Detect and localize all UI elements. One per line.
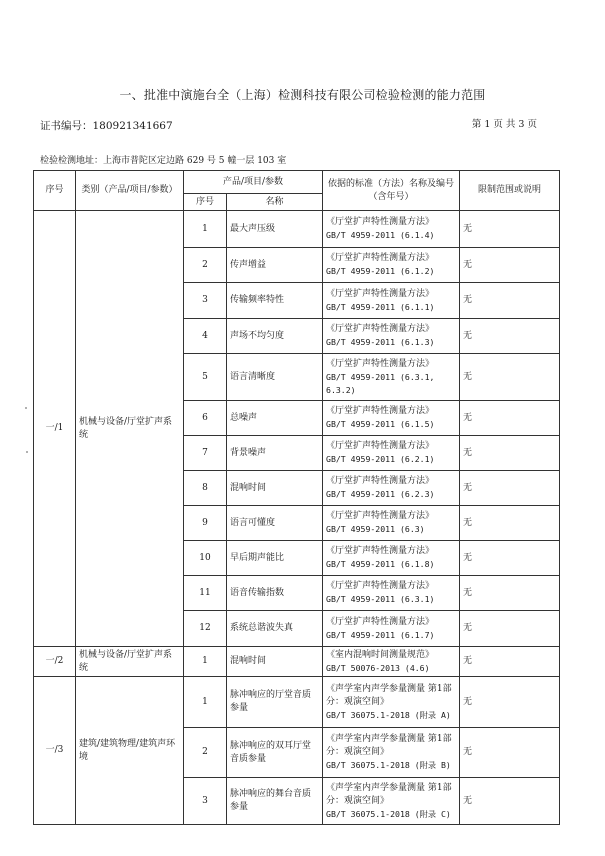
standard-title: 《厅堂扩声特性测量方法》: [326, 616, 435, 627]
page-indicator: 第 1 页 共 3 页: [471, 119, 537, 130]
item-standard: [323, 211, 460, 248]
standard-code: GB/T 50076-2013 (4.6): [326, 662, 430, 673]
item-no: 6: [184, 401, 227, 436]
standard-code: GB/T 4959-2011 (6.1.1): [326, 301, 435, 312]
scan-speck: [25, 407, 27, 409]
item-name: 脉冲响应的双耳厅堂音质参量: [227, 728, 323, 778]
standard-code: GB/T 4959-2011 (6.1.4): [326, 230, 435, 240]
item-limit: 无: [460, 677, 560, 728]
standard-code: GB/T 4959-2011 (6.3.1,: [326, 371, 435, 382]
item-limit: 无: [460, 506, 560, 541]
standard-title: 《厅堂扩声特性测量方法》: [326, 406, 435, 416]
group-category: 机械与设备/厅堂扩声系统: [76, 211, 184, 647]
item-limit: 无: [460, 436, 560, 471]
item-standard: [323, 576, 460, 611]
header-seq: 序号: [34, 171, 76, 211]
item-name: 系统总谐波失真: [227, 611, 323, 647]
standard-code: GB/T 4959-2011 (6.3.1): [326, 594, 435, 604]
item-limit: 无: [460, 248, 560, 283]
item-name: 混响时间: [227, 471, 323, 506]
standard-title: 《厅堂扩声特性测量方法》: [326, 324, 435, 334]
item-name: 脉冲响应的厅堂音质参量: [227, 677, 323, 728]
certificate-number: 证书编号：180921341667: [40, 120, 173, 132]
standard-title: 《厅堂扩声特性测量方法》: [326, 253, 435, 263]
item-name: 语音传输指数: [227, 576, 323, 611]
item-no: 2: [184, 728, 227, 778]
group-category: 机械与设备/厅堂扩声系统: [76, 647, 184, 677]
item-standard: [323, 354, 460, 401]
item-name: 脉冲响应的舞台音质参量: [227, 778, 323, 825]
item-standard: [323, 778, 460, 825]
header-category: 类别（产品/项目/参数）: [76, 171, 184, 211]
page-title: 一、批准中演施台全（上海）检测科技有限公司检验检测的能力范围: [119, 88, 486, 102]
item-limit: 无: [460, 471, 560, 506]
item-no: 1: [184, 211, 227, 248]
item-standard: [323, 319, 460, 354]
table-row: [34, 677, 560, 728]
standard-title: 《声学室内声学参量测量 第1部分：观演空间》: [326, 782, 452, 806]
item-standard: [323, 436, 460, 471]
item-limit: 无: [460, 778, 560, 825]
item-name: 最大声压级: [227, 211, 323, 248]
item-limit: 无: [460, 319, 560, 354]
item-standard: [323, 283, 460, 319]
item-standard: [323, 541, 460, 576]
item-limit: 无: [460, 401, 560, 436]
item-no: 3: [184, 283, 227, 319]
item-no: 7: [184, 436, 227, 471]
standard-code: GB/T 4959-2011 (6.2.1): [326, 454, 435, 464]
inspection-address: 检验检测地址：上海市普陀区定边路 629 号 5 幢一层 103 室: [40, 156, 287, 166]
item-no: 8: [184, 471, 227, 506]
item-name: 传声增益: [227, 248, 323, 283]
item-standard: [323, 471, 460, 506]
header-sub-seq: 序号: [184, 194, 227, 211]
item-name: 总噪声: [227, 401, 323, 436]
item-limit: 无: [460, 728, 560, 778]
standard-code: GB/T 36075.1-2018 (附录 A): [326, 709, 451, 720]
item-limit: 无: [460, 354, 560, 401]
item-limit: 无: [460, 211, 560, 248]
item-no: 2: [184, 248, 227, 283]
standard-title: 《厅堂扩声特性测量方法》: [326, 358, 435, 369]
group-seq: 一/2: [34, 647, 76, 677]
standard-code: GB/T 4959-2011 (6.1.3): [326, 337, 435, 347]
standard-code: GB/T 4959-2011 (6.1.7): [326, 629, 435, 640]
standard-code: GB/T 36075.1-2018 (附录 B): [326, 760, 451, 770]
item-standard: [323, 248, 460, 283]
standard-title: 《厅堂扩声特性测量方法》: [326, 546, 435, 556]
item-no: 4: [184, 319, 227, 354]
item-name: 早后期声能比: [227, 541, 323, 576]
table-row: [34, 211, 560, 248]
standard-title: 《声学室内声学参量测量 第1部分：观演空间》: [326, 683, 452, 707]
group-category: 建筑/建筑物理/建筑声环境: [76, 677, 184, 825]
item-name: 传输频率特性: [227, 283, 323, 319]
item-standard: [323, 506, 460, 541]
item-standard: [323, 677, 460, 728]
standard-code: GB/T 4959-2011 (6.1.8): [326, 559, 435, 569]
item-standard: [323, 401, 460, 436]
item-standard: [323, 611, 460, 647]
group-seq: 一/3: [34, 677, 76, 825]
standard-title: 《厅堂扩声特性测量方法》: [326, 441, 435, 451]
standard-code: GB/T 4959-2011 (6.1.5): [326, 419, 435, 429]
scan-speck: [26, 451, 28, 453]
item-limit: 无: [460, 647, 560, 677]
capability-table: [33, 170, 560, 825]
standard-code: GB/T 4959-2011 (6.1.2): [326, 266, 435, 276]
table-row: [34, 647, 560, 677]
standard-title: 《厅堂扩声特性测量方法》: [326, 217, 435, 227]
item-no: 1: [184, 647, 227, 677]
item-limit: 无: [460, 541, 560, 576]
item-name: 混响时间: [227, 647, 323, 677]
item-no: 10: [184, 541, 227, 576]
standard-title: 《厅堂扩声特性测量方法》: [326, 581, 435, 591]
standard-title: 《厅堂扩声特性测量方法》: [326, 511, 435, 521]
header-standard: 依据的标准（方法）名称及编号（含年号）: [323, 171, 460, 211]
standard-title: 《室内混响时间测量规范》: [326, 649, 435, 660]
item-limit: 无: [460, 576, 560, 611]
standard-title: 《厅堂扩声特性测量方法》: [326, 476, 435, 486]
item-name: 语言可懂度: [227, 506, 323, 541]
standard-code: GB/T 36075.1-2018 (附录 C): [326, 808, 451, 819]
item-standard: [323, 728, 460, 778]
item-name: 声场不均匀度: [227, 319, 323, 354]
item-limit: 无: [460, 611, 560, 647]
item-no: 3: [184, 778, 227, 825]
item-limit: 无: [460, 283, 560, 319]
item-no: 11: [184, 576, 227, 611]
header-name: 名称: [227, 194, 323, 211]
item-name: 语言清晰度: [227, 354, 323, 401]
standard-code: GB/T 4959-2011 (6.2.3): [326, 489, 435, 499]
header-product-group: 产品/项目/参数: [184, 171, 323, 194]
item-no: 1: [184, 677, 227, 728]
table-body: [34, 211, 560, 825]
item-no: 5: [184, 354, 227, 401]
item-name: 背景噪声: [227, 436, 323, 471]
standard-code: GB/T 4959-2011 (6.3): [326, 524, 425, 534]
standard-title: 《厅堂扩声特性测量方法》: [326, 288, 435, 299]
item-standard: [323, 647, 460, 677]
item-no: 12: [184, 611, 227, 647]
item-no: 9: [184, 506, 227, 541]
standard-title: 《声学室内声学参量测量 第1部分：观演空间》: [326, 734, 452, 757]
group-seq: 一/1: [34, 211, 76, 647]
header-limit: 限制范围或说明: [460, 171, 560, 211]
standard-code: 6.3.2): [326, 384, 356, 395]
